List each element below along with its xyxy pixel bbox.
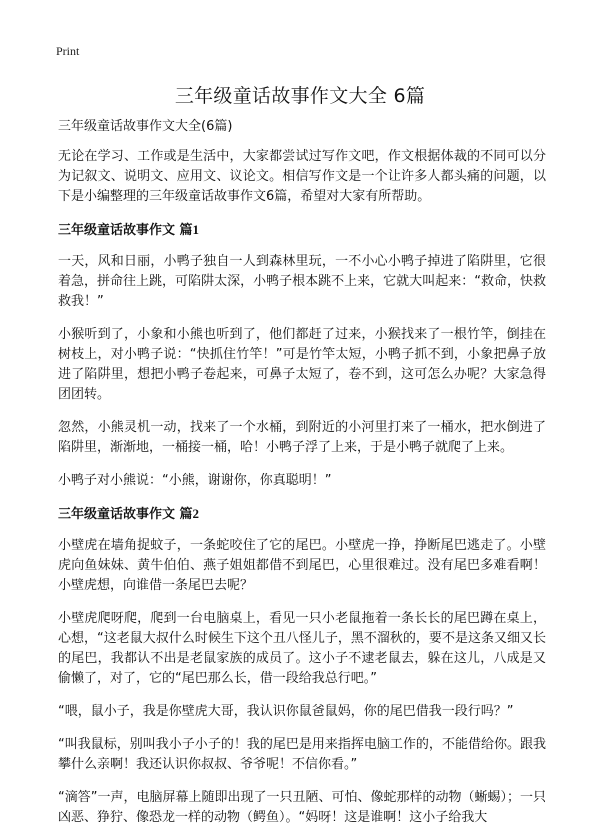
section-2-paragraph-5: “滴答”一声，电脑屏幕上随即出现了一只丑陋、可怕、像蛇那样的动物（蜥蜴）；一只凶恶、狰狞、像恐龙一样的动物（鳄鱼）。“妈呀！这是谁啊！这小子给我大 [58, 790, 546, 825]
section-1-paragraph-4: 小鸭子对小熊说：“小熊，谢谢你，你真聪明！” [58, 473, 332, 488]
section-heading-number: 2 [192, 506, 200, 521]
section-1-paragraph-3: 忽然，小熊灵机一动，找来了一个水桶，到附近的小河里打来了一桶水，把水倒进了陷阱里，渐渐地，一桶接一桶，哈！小鸭子浮了上来，于是小鸭子就爬了上来。 [58, 420, 546, 455]
section-1-paragraph-2: 小猴听到了，小象和小熊也听到了，他们都赶了过来，小猴找来了一根竹竿，倒挂在树枝上，对小鸭子说：“快抓住竹竿！”可是竹竿太短，小鸭子抓不到，小象把鼻子放进了陷阱里，想把小鸭子卷起来，可鼻子太短了，卷不到，这可怎么办呢？大家急得团团转。 [58, 327, 546, 402]
section-2-paragraph-3: “喂，鼠小子，我是你壁虎大哥，我认识你鼠爸鼠妈，你的尾巴借我一段行吗？” [58, 704, 514, 719]
section-1-paragraph-1: 一天，风和日丽，小鸭子独自一人到森林里玩，一不小心小鸭子掉进了陷阱里，它很着急，拼命往上跳，可陷阱太深，小鸭子根本跳不上来，它就大叫起来：“救命，快救救我！” [58, 254, 546, 309]
section-heading-number: 1 [192, 222, 200, 237]
section-2-paragraph-2: 小壁虎爬呀爬，爬到一台电脑桌上，看见一只小老鼠拖着一条长长的尾巴蹲在桌上，心想，“这老鼠大叔什么时候生下这个丑八怪儿子，黑不溜秋的，要不是这条又细又长的尾巴，我都认不出是老鼠家族的成员了。这小子不逮老鼠去，躲在这儿，八成是又偷懒了，对了，它的“尾巴那么长，借一段给我总行吧。” [58, 611, 546, 686]
article-body [58, 117, 546, 828]
section-heading-2 [58, 504, 546, 525]
section-2-paragraph-4: “叫我鼠标，别叫我小子小子的！我的尾巴是用来指挥电脑工作的，不能借给你。跟我攀什么亲啊！我还认识你叔叔、爷爷呢！不信你看。” [58, 737, 546, 772]
article-subtitle: 三年级童话故事作文大全(6篇) [58, 119, 233, 134]
print-link[interactable]: Print [56, 44, 80, 58]
intro-paragraph: 无论在学习、工作或是生活中，大家都尝试过写作文吧，作文根据体裁的不同可以分为记叙文、说明文、应用文、议论文。相信写作文是一个让许多人都头痛的问题，以下是小编整理的三年级童话故事作文6篇，希望对大家有所帮助。 [58, 149, 546, 204]
section-2-paragraph-1: 小壁虎在墙角捉蚊子，一条蛇咬住了它的尾巴。小壁虎一挣，挣断尾巴逃走了。小壁虎向鱼妹妹、黄牛伯伯、燕子姐姐都借不到尾巴，心里很难过。没有尾巴多难看啊！小壁虎想，向谁借一条尾巴去呢？ [58, 538, 546, 593]
section-heading-text: 三年级童话故事作文 篇 [58, 223, 193, 238]
section-heading-text: 三年级童话故事作文 篇 [58, 507, 193, 522]
page-title: 三年级童话故事作文大全 6篇 [174, 85, 426, 107]
section-heading-1 [58, 220, 546, 241]
